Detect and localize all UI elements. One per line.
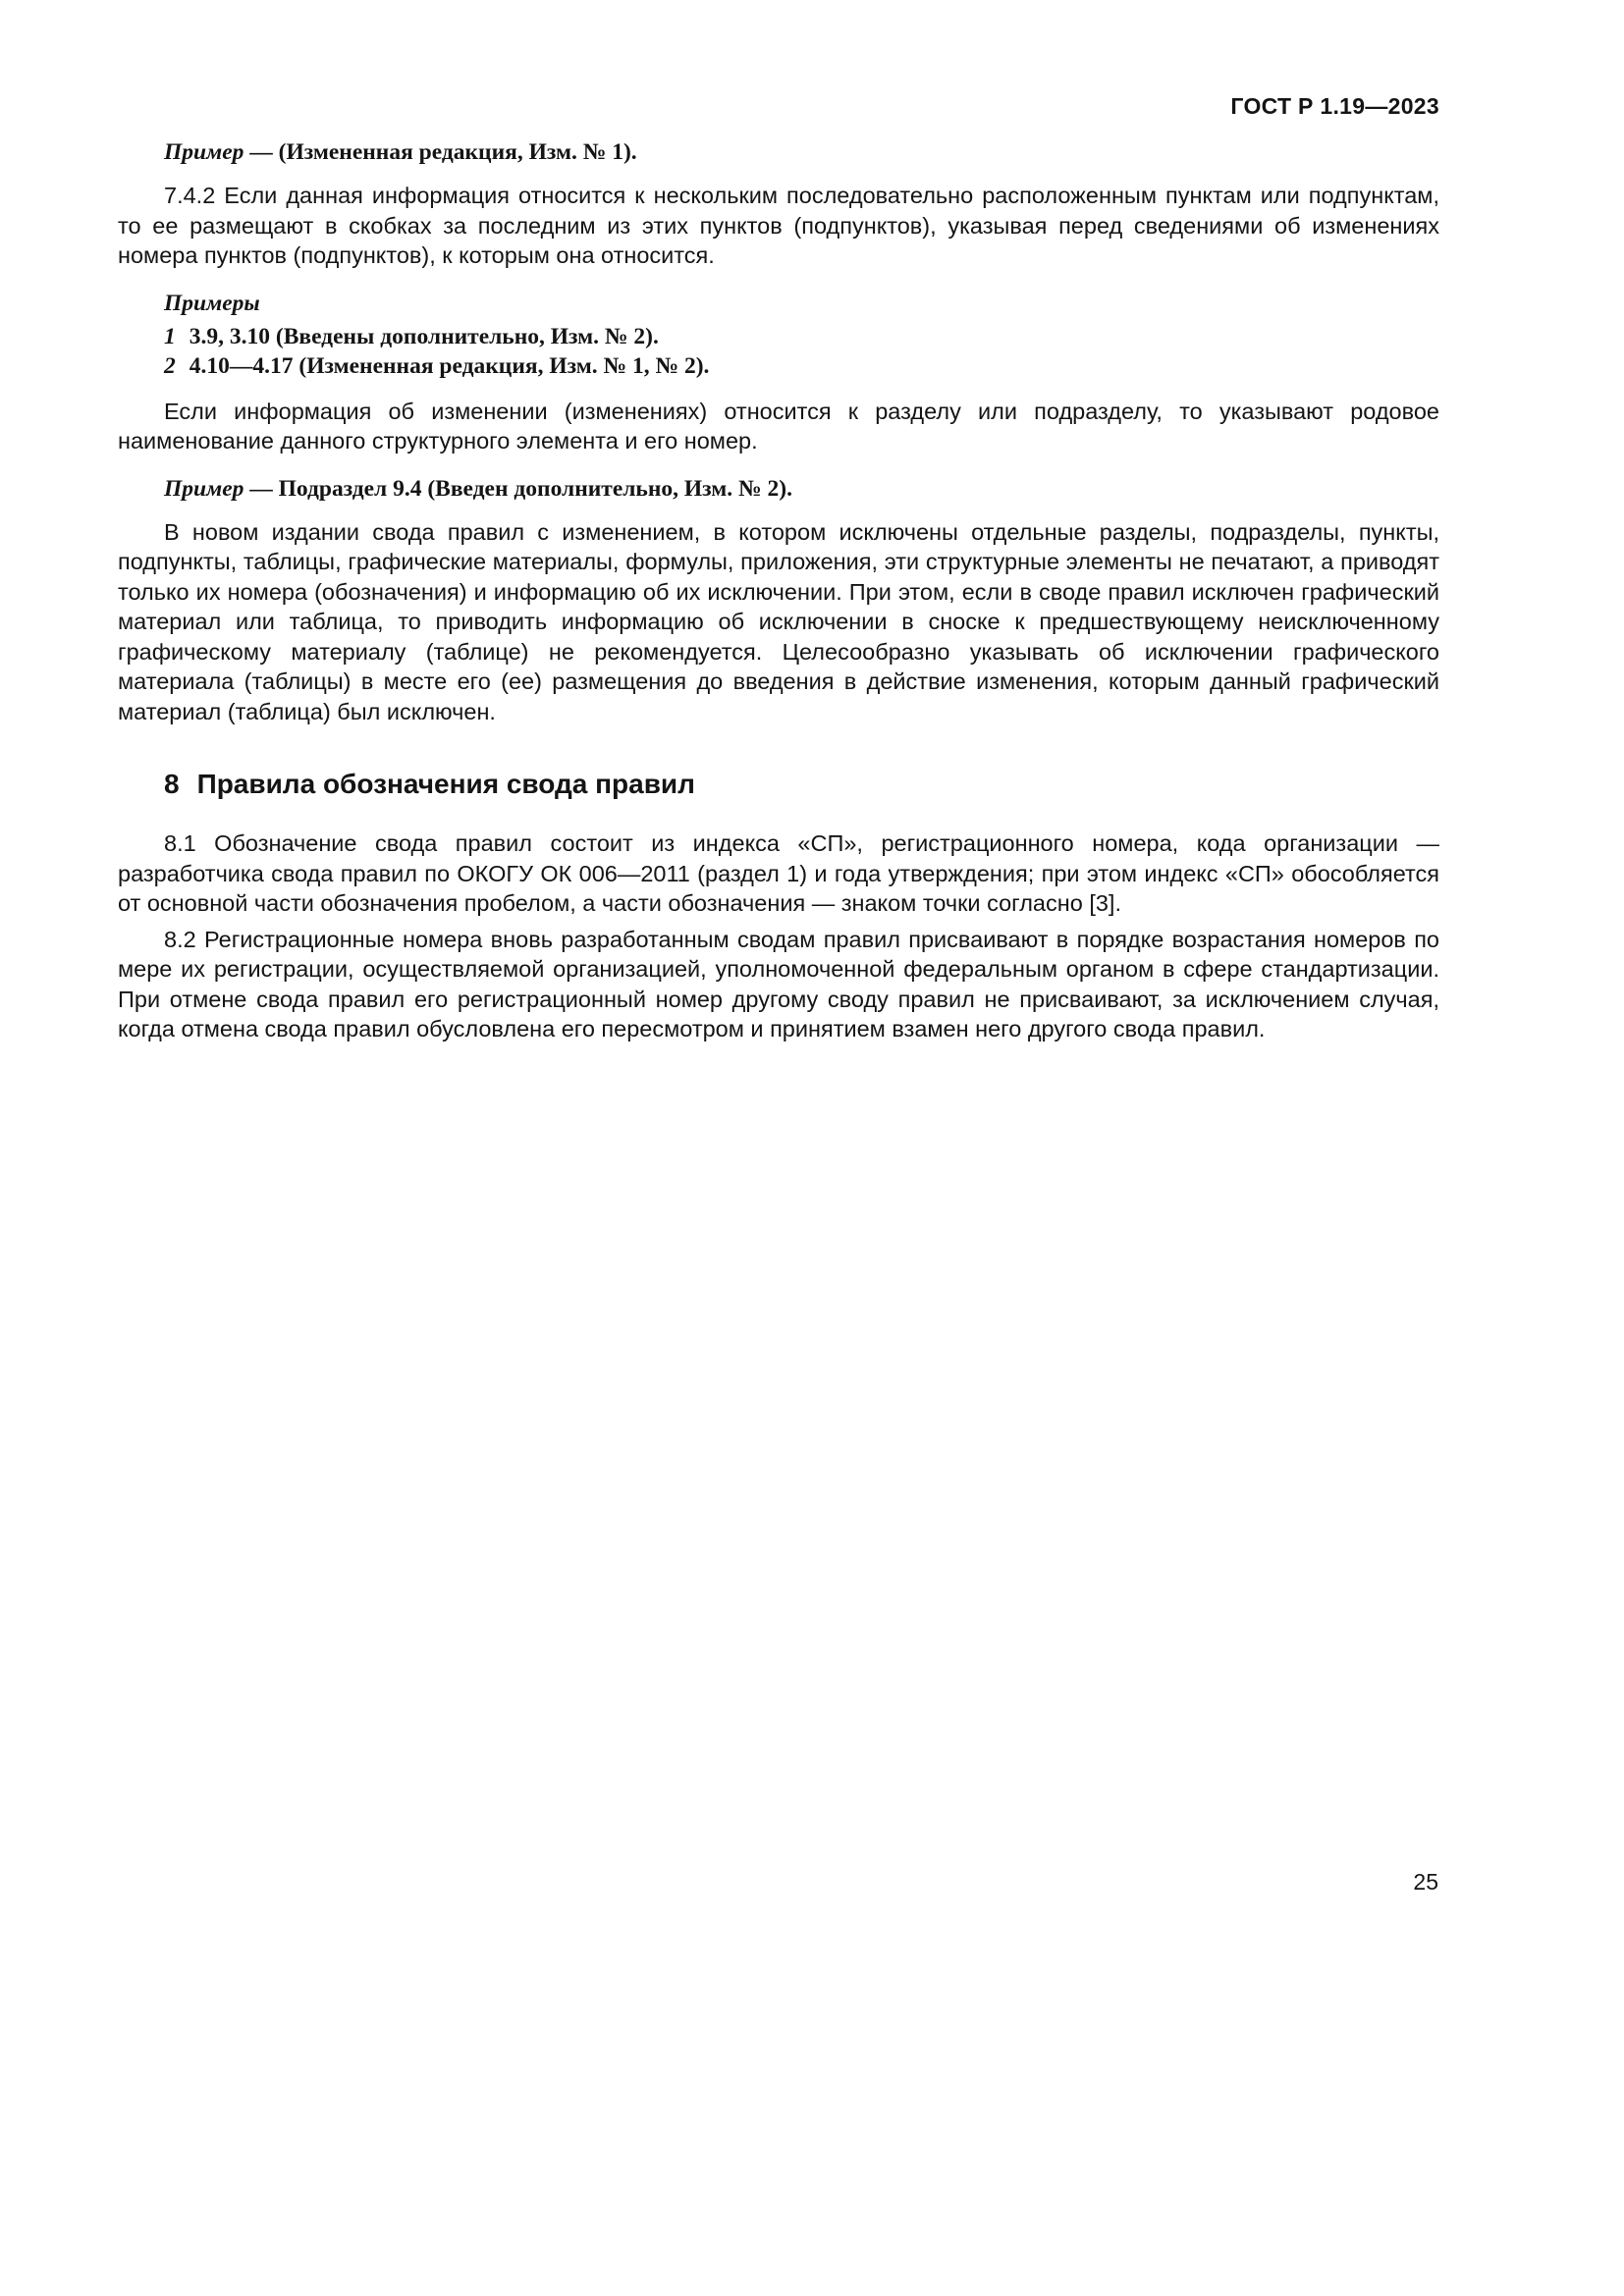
document-header <box>118 92 1439 120</box>
section-title: Правила обозначения свода правил <box>196 769 695 799</box>
example-item-number: 1 <box>164 323 176 349</box>
section-number: 8 <box>164 769 180 799</box>
example-item-text: 4.10—4.17 (Измененная редакция, Изм. № 1, № 2). <box>189 352 710 379</box>
example-label: Пример <box>164 475 244 502</box>
page-number: 25 <box>1413 1869 1438 1895</box>
examples-heading: Примеры <box>164 290 260 316</box>
example-line-2 <box>118 474 1439 504</box>
doc-code: ГОСТ Р 1.19—2023 <box>1230 93 1439 119</box>
example-item-number: 2 <box>164 352 176 379</box>
example-item-text: 3.9, 3.10 (Введены дополнительно, Изм. № 2). <box>189 323 659 349</box>
example-label: Пример <box>164 139 244 165</box>
paragraph-section-ref: Если информация об изменении (изменениях) относится к разделу или подразделу, то указывают родовое наименование данного структурного элемента и его номер. <box>118 398 1439 454</box>
paragraph-new-edition: В новом издании свода правил с изменением, в котором исключены отдельные разделы, подразделы, пункты, подпункты, таблицы, графические материалы, формулы, приложения, эти структурные элементы не печатают, а приводят только их номера (обозначения) и информацию об их исключении. При этом, если в своде правил исключен графический материал или таблица, то приводить информацию об исключении в сноске к предшествующему неисключенному графическому материалу (таблице) не рекомендуется. Целесообразно указывать об исключении графического материала (таблицы) в месте его (ее) размещения до введения в действие изменения, которым данный графический материал (таблица) был исключен. <box>118 518 1439 724</box>
example-text: — Подраздел 9.4 (Введен дополнительно, Изм. № 2). <box>244 475 792 502</box>
example-text: — (Измененная редакция, Изм. № 1). <box>244 139 637 165</box>
paragraph-8-2: 8.2 Регистрационные номера вновь разработанным сводам правил присваивают в порядке возрастания номеров по мере их регистрации, осуществляемой организацией, уполномоченной федеральным органом в сфере стандартизации. При отмене свода правил его регистрационный номер другому своду правил не присваивают, за исключением случая, когда отмена свода правил обусловлена его пересмотром и принятием взамен него другого свода правил. <box>118 926 1439 1041</box>
example-item-1 <box>118 322 1439 351</box>
page-content <box>118 0 1439 1044</box>
example-line-1 <box>118 137 1439 167</box>
example-item-2 <box>118 351 1439 381</box>
section-8-heading <box>118 768 1439 801</box>
paragraph-7-4-2: 7.4.2 Если данная информация относится к нескольким последовательно расположенным пунктам или подпунктам, то ее размещают в скобках за последним из этих пунктов (подпунктов), указывая перед сведениями об изменениях номера пунктов (подпунктов), к которым она относится. <box>118 183 1439 268</box>
paragraph-8-1: 8.1 Обозначение свода правил состоит из индекса «СП», регистрационного номера, кода организации — разработчика свода правил по ОКОГУ ОК 006—2011 (раздел 1) и года утверждения; при этом индекс «СП» обособляется от основной части обозначения пробелом, а части обозначения — знаком точки согласно [3]. <box>118 830 1439 916</box>
